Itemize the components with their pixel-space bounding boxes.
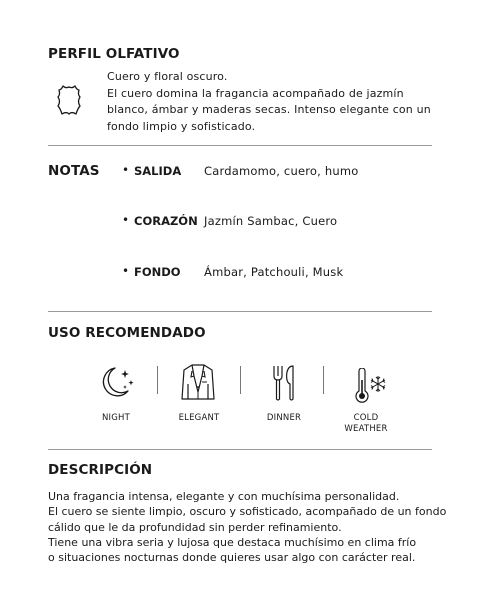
note-label: FONDO — [134, 265, 181, 279]
thermometer-snowflake-icon — [350, 368, 390, 404]
descripcion-title: DESCRIPCIÓN — [48, 462, 153, 478]
divider — [48, 449, 432, 450]
perfil-description — [107, 69, 437, 135]
note-label: SALIDA — [134, 164, 182, 178]
perfil-line: Cuero y floral oscuro. — [107, 70, 228, 83]
separator — [157, 366, 158, 394]
separator — [240, 366, 241, 394]
use-label-elegant: ELEGANT — [178, 413, 220, 423]
use-label-cold-weather — [326, 413, 406, 435]
use-label-line: WEATHER — [344, 424, 388, 434]
bullet-icon: • — [122, 163, 130, 177]
divider — [48, 145, 432, 146]
perfil-line: fondo limpio y sofisticado. — [107, 119, 256, 133]
notas-title: NOTAS — [48, 163, 100, 179]
fork-knife-icon — [270, 364, 298, 402]
desc-line: Tiene una vibra seria y lujosa que destaca muchísimo en clima frío — [48, 535, 417, 549]
use-label-line: COLD — [353, 413, 379, 423]
note-value: Jazmín Sambac, Cuero — [204, 214, 338, 228]
separator — [323, 366, 324, 394]
perfil-title: PERFIL OLFATIVO — [48, 46, 180, 62]
divider — [48, 311, 432, 312]
use-label-dinner: DINNER — [266, 413, 302, 423]
note-value: Cardamomo, cuero, humo — [204, 164, 359, 178]
uso-title: USO RECOMENDADO — [48, 325, 206, 341]
leather-hide-icon — [54, 84, 84, 116]
note-label: CORAZÓN — [134, 214, 198, 228]
desc-line: o situaciones nocturnas donde quieres usar algo con carácter real. — [48, 551, 416, 565]
perfil-line: blanco, ámbar y maderas secas. Intenso elegante con un — [107, 103, 431, 116]
note-value: Ámbar, Patchouli, Musk — [204, 265, 344, 279]
bullet-icon: • — [122, 213, 130, 227]
descripcion-text — [48, 489, 447, 565]
bullet-icon: • — [122, 264, 130, 278]
desc-line: Una fragancia intensa, elegante y con muchísima personalidad. — [48, 490, 400, 503]
use-label-night: NIGHT — [101, 413, 131, 423]
blazer-icon — [180, 362, 216, 402]
moon-stars-icon — [98, 364, 138, 400]
desc-line: cálido que le da profundidad sin perder refinamiento. — [48, 520, 342, 534]
perfil-line: El cuero domina la fragancia acompañado de jazmín — [107, 86, 404, 100]
desc-line: El cuero se siente limpio, oscuro y sofisticado, acompañado de un fondo — [48, 505, 447, 519]
